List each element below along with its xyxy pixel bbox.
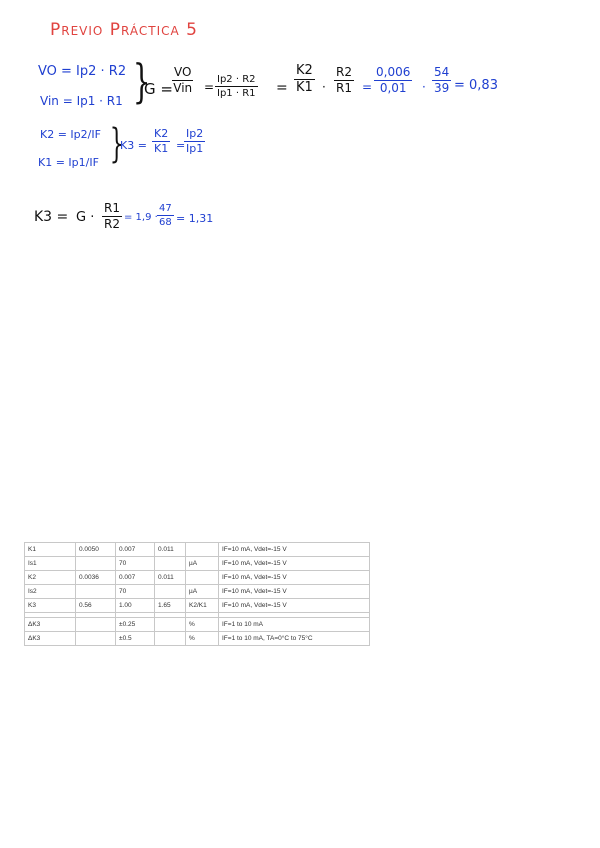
fraction-denominator: Ip1 · R1 (217, 88, 256, 99)
table-row (25, 599, 370, 613)
page-title: Previo Práctica 5 (50, 20, 198, 40)
k3-calc-g: G · (76, 210, 95, 225)
table-row (25, 585, 370, 599)
table-cell: IF=10 mA, Vdet=-15 V (219, 543, 370, 557)
vin-equation: Vin = Ip1 · R1 (40, 94, 123, 108)
table-cell: ±0.25 (116, 618, 155, 632)
k3-fraction-r1-r2 (102, 202, 122, 231)
table-cell: IF=10 mA, Vdet=-15 V (219, 585, 370, 599)
table-cell: % (186, 632, 219, 646)
table-cell: 0.0036 (76, 571, 116, 585)
table-cell: IF=1 to 10 mA, TA=0°C to 75°C (219, 632, 370, 646)
right-brace: } (109, 121, 124, 167)
table-cell: Is2 (25, 585, 76, 599)
k3-calc-result: = 1,31 (176, 212, 214, 225)
table-cell: 0.007 (116, 571, 155, 585)
fraction-denominator: 68 (159, 217, 172, 228)
fraction-denominator: K1 (154, 142, 169, 156)
table-cell: % (186, 618, 219, 632)
g-label: G = (144, 80, 173, 98)
table-cell (76, 557, 116, 571)
fraction-numerator: R1 (102, 202, 122, 217)
k3-calc-label: K3 = (34, 209, 69, 225)
fraction-numerator: K2 (294, 64, 315, 80)
table-cell (155, 632, 186, 646)
k1-equation: K1 = Ip1/IF (38, 156, 99, 169)
table-cell: IF=10 mA, Vdet=-15 V (219, 599, 370, 613)
table-cell (76, 618, 116, 632)
table-cell: 1.00 (116, 599, 155, 613)
table-cell: K2/K1 (186, 599, 219, 613)
table-cell: 0.011 (155, 571, 186, 585)
equals-sign: = (362, 80, 373, 94)
k3-label: K3 = (120, 139, 147, 152)
k3-calc-mid: = 1,9 · (124, 212, 158, 223)
table-cell: µA (186, 557, 219, 571)
g-fraction-values-k (374, 66, 412, 95)
table-cell: IF=10 mA, Vdet=-15 V (219, 571, 370, 585)
table-cell: Is1 (25, 557, 76, 571)
fraction-denominator: 39 (434, 81, 450, 96)
table-cell (155, 585, 186, 599)
g-result: = 0,83 (454, 78, 498, 93)
fraction-numerator: 47 (159, 203, 172, 214)
equals-sign: = (176, 139, 186, 152)
fraction-denominator: Ip1 (186, 142, 204, 156)
k3-fraction-k2-k1 (152, 128, 170, 155)
fraction-denominator: Vin (173, 81, 193, 96)
table-cell: K1 (25, 543, 76, 557)
fraction-numerator: 54 (432, 66, 451, 81)
table-cell (76, 632, 116, 646)
table-row (25, 618, 370, 632)
fraction-denominator: 0,01 (379, 81, 407, 96)
table-cell: ΔK3 (25, 632, 76, 646)
equals-sign: = (204, 80, 215, 94)
table-cell: IF=10 mA, Vdet=-15 V (219, 557, 370, 571)
fraction-denominator: K1 (296, 80, 313, 96)
fraction-numerator: Ip2 · R2 (217, 74, 256, 85)
right-brace: } (132, 54, 151, 108)
table-row (25, 571, 370, 585)
fraction-numerator: VO (172, 66, 193, 81)
fraction-numerator: Ip2 (184, 128, 205, 142)
fraction-numerator: K2 (152, 128, 170, 142)
table-cell (186, 571, 219, 585)
table-cell: ΔK3 (25, 618, 76, 632)
table-cell: 70 (116, 557, 155, 571)
table-cell: 0.011 (155, 543, 186, 557)
table-cell: ±0.5 (116, 632, 155, 646)
table-row (25, 557, 370, 571)
multiply-dot: · (422, 80, 426, 94)
g-fraction-ip-r (215, 74, 258, 99)
table-cell: 70 (116, 585, 155, 599)
multiply-dot: · (322, 80, 326, 94)
table-cell (76, 585, 116, 599)
table-cell: K3 (25, 599, 76, 613)
g-fraction-values-r (432, 66, 451, 95)
k3-fraction-ip (184, 128, 205, 155)
spec-table-body (25, 543, 370, 646)
fraction-denominator: R1 (336, 81, 352, 96)
table-cell (186, 543, 219, 557)
fraction-denominator: R2 (104, 217, 120, 232)
table-row (25, 543, 370, 557)
table-cell: µA (186, 585, 219, 599)
table-cell (155, 557, 186, 571)
vo-equation: VO = Ip2 · R2 (38, 64, 127, 79)
fraction-numerator: 0,006 (374, 66, 412, 81)
equals-sign: = (276, 80, 288, 96)
table-cell: 1.65 (155, 599, 186, 613)
table-cell (155, 618, 186, 632)
g-fraction-r2-r1 (334, 66, 354, 95)
table-cell: 0.56 (76, 599, 116, 613)
k3-fraction-47-68 (157, 203, 174, 228)
g-fraction-k2-k1 (294, 64, 315, 96)
fraction-numerator: R2 (334, 66, 354, 81)
table-cell: 0.007 (116, 543, 155, 557)
spec-table (24, 542, 370, 646)
table-cell: K2 (25, 571, 76, 585)
k2-equation: K2 = Ip2/IF (40, 128, 101, 141)
table-cell: IF=1 to 10 mA (219, 618, 370, 632)
table-row (25, 632, 370, 646)
table-cell: 0.0050 (76, 543, 116, 557)
g-fraction-vo-vin (172, 66, 193, 95)
